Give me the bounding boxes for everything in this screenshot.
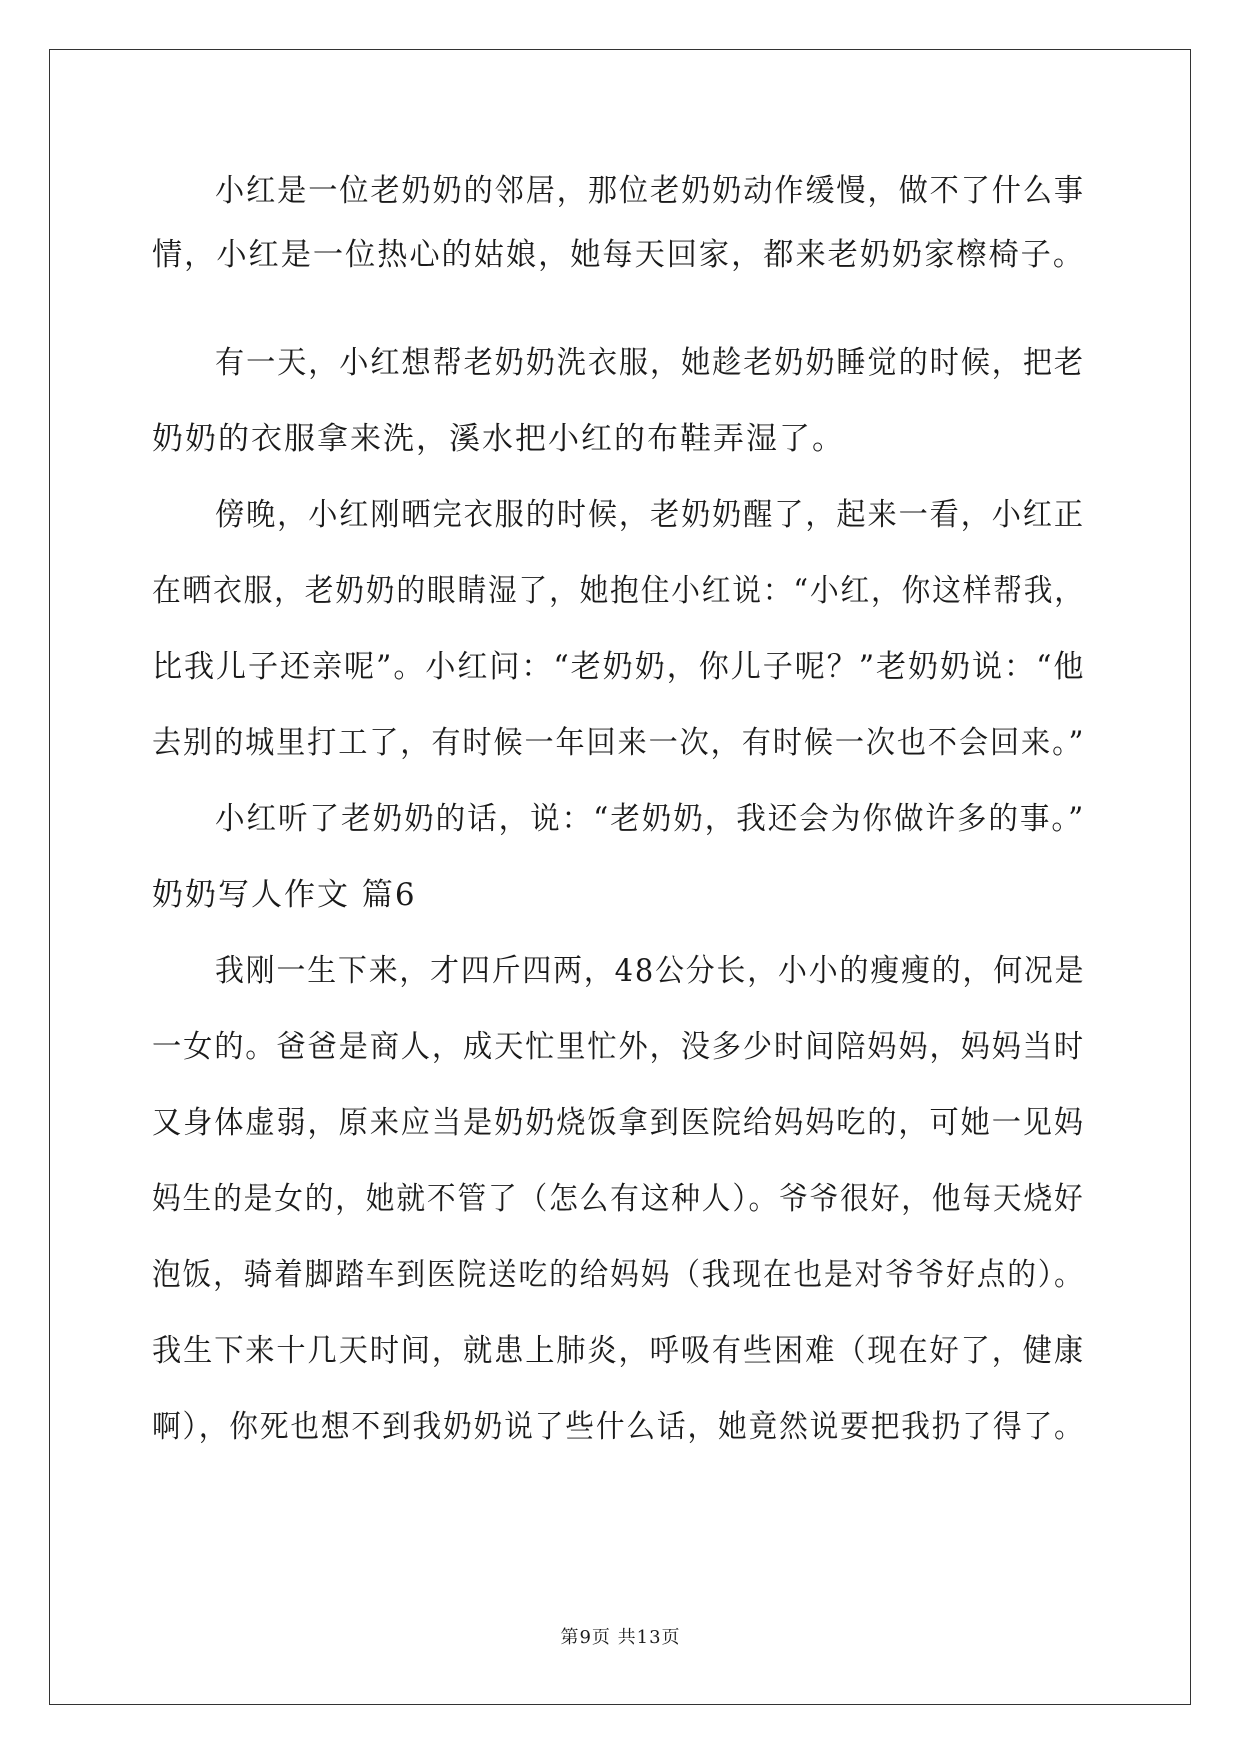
paragraph-5-line-6: 我生下来十几天时间，就患上肺炎，呼吸有些困难（现在好了，健康 (152, 1333, 1085, 1369)
paragraph-2-line-1: 有一天，小红想帮老奶奶洗衣服，她趁老奶奶睡觉的时候，把老 (215, 345, 1085, 381)
paragraph-5-line-7: 啊），你死也想不到我奶奶说了些什么话，她竟然说要把我扔了得了。 (152, 1409, 1085, 1445)
paragraph-4-line-1: 小红听了老奶奶的话，说：“老奶奶，我还会为你做许多的事。” (215, 801, 1086, 837)
paragraph-3-line-4: 去别的城里打工了，有时候一年回来一次，有时候一次也不会回来。” (152, 725, 1086, 761)
paragraph-2-line-2: 奶奶的衣服拿来洗，溪水把小红的布鞋弄湿了。 (152, 421, 845, 457)
paragraph-5-line-4: 妈生的是女的，她就不管了（怎么有这种人）。爷爷很好，他每天烧好 (152, 1181, 1085, 1217)
section-heading: 奶奶写人作文 篇6 (152, 877, 417, 913)
page-number-footer: 第9页 共13页 (560, 1627, 681, 1648)
paragraph-5-line-3: 又身体虚弱，原来应当是奶奶烧饭拿到医院给妈妈吃的，可她一见妈 (152, 1105, 1085, 1141)
paragraph-5-line-5: 泡饭，骑着脚踏车到医院送吃的给妈妈（我现在也是对爷爷好点的）。 (152, 1257, 1085, 1293)
paragraph-3-line-3: 比我儿子还亲呢”。小红问：“老奶奶，你儿子呢？”老奶奶说：“他 (152, 649, 1086, 685)
paragraph-3-line-1: 傍晚，小红刚晒完衣服的时候，老奶奶醒了，起来一看，小红正 (215, 497, 1085, 533)
paragraph-1-line-2: 情，小红是一位热心的姑娘，她每天回家，都来老奶奶家檫椅子。 (152, 237, 1085, 273)
paragraph-1-line-1: 小红是一位老奶奶的邻居，那位老奶奶动作缓慢，做不了什么事 (215, 173, 1085, 209)
paragraph-5-line-1: 我刚一生下来，才四斤四两，48公分长，小小的瘦瘦的，何况是 (215, 953, 1086, 989)
paragraph-3-line-2: 在晒衣服，老奶奶的眼睛湿了，她抱住小红说：“小红，你这样帮我， (152, 573, 1085, 609)
paragraph-5-line-2: 一女的。爸爸是商人，成天忙里忙外，没多少时间陪妈妈，妈妈当时 (152, 1029, 1085, 1065)
